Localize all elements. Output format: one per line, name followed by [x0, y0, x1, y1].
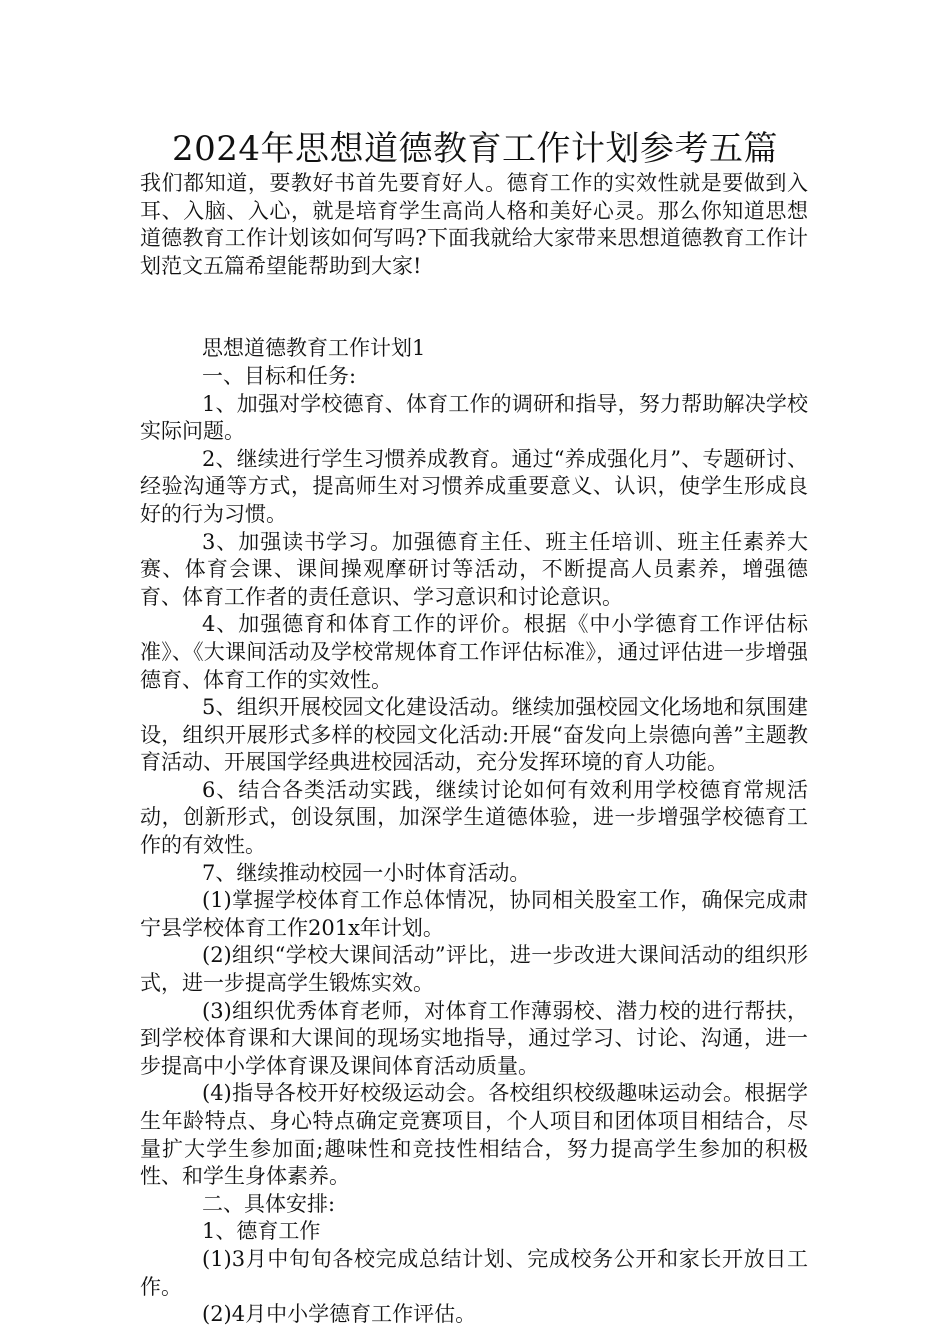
paragraph: (2)4月中小学德育工作评估。 [202, 1302, 477, 1327]
paragraph: (4)指导各校开好校级运动会。各校组织校级趣味运动会。根据学生年龄特点、身心特点确定竞赛项目，个人项目和团体项目相结合，尽量扩大学生参加面;趣味性和竞技性相结合，努力提高学生参加的积极性、和学生身体素养。 [140, 1081, 808, 1189]
document-body [140, 170, 808, 1329]
paragraph: (1)3月中旬旬各校完成总结计划、完成校务公开和家长开放日工作。 [140, 1246, 808, 1299]
paragraph: 5、组织开展校园文化建设活动。继续加强校园文化场地和氛围建设，组织开展形式多样的校园文化活动:开展“奋发向上崇德向善”主题教育活动、开展国学经典进校园活动，充分发挥环境的育人功能。 [140, 695, 808, 775]
paragraph: 6、结合各类活动实践，继续讨论如何有效利用学校德育常规活动，创新形式，创设氛围，加深学生道德体验，进一步增强学校德育工作的有效性。 [140, 777, 808, 858]
paragraph: (3)组织优秀体育老师，对体育工作薄弱校、潜力校的进行帮扶，到学校体育课和大课间的现场实地指导，通过学习、讨论、沟通，进一步提高中小学体育课及课间体育活动质量。 [140, 998, 808, 1078]
section-heading-goals: 一、目标和任务: [202, 363, 357, 388]
section-heading-arrangement: 二、具体安排: [202, 1191, 336, 1216]
subsection-heading-moral-education: 1、德育工作 [202, 1219, 321, 1244]
paragraph-gap [140, 280, 808, 335]
paragraph: 3、加强读书学习。加强德育主任、班主任培训、班主任素养大赛、体育会课、课间操观摩研讨等活动，不断提高人员素养，增强德育、体育工作者的责任意识、学习意识和讨论意识。 [140, 529, 808, 609]
paragraph: 2、继续进行学生习惯养成教育。通过“养成强化月”、专题研讨、经验沟通等方式，提高师生对习惯养成重要意义、认识，使学生形成良好的行为习惯。 [140, 446, 808, 526]
intro-paragraph: 我们都知道，要教好书首先要育好人。德育工作的实效性就是要做到入耳、入脑、入心，就是培育学生高尚人格和美好心灵。那么你知道思想道德教育工作计划该如何写吗?下面我就给大家带来思想道德教育工作计划范文五篇希望能帮助到大家! [140, 171, 808, 278]
paragraph: 4、加强德育和体育工作的评价。根据《中小学德育工作评估标准》、《大课间活动及学校常规体育工作评估标准》，通过评估进一步增强德育、体育工作的实效性。 [140, 612, 808, 692]
paragraph: 7、继续推动校园一小时体育活动。 [202, 860, 531, 885]
paragraph: 1、加强对学校德育、体育工作的调研和指导，努力帮助解决学校实际问题。 [140, 391, 808, 444]
document-title: 2024年思想道德教育工作计划参考五篇 [171, 129, 779, 169]
section-heading-plan-1: 思想道德教育工作计划1 [202, 336, 426, 361]
paragraph: (1)掌握学校体育工作总体情况，协同相关股室工作，确保完成肃宁县学校体育工作201x年计划。 [140, 888, 808, 940]
paragraph: (2)组织“学校大课间活动”评比，进一步改进大课间活动的组织形式，进一步提高学生锻炼实效。 [140, 943, 808, 996]
